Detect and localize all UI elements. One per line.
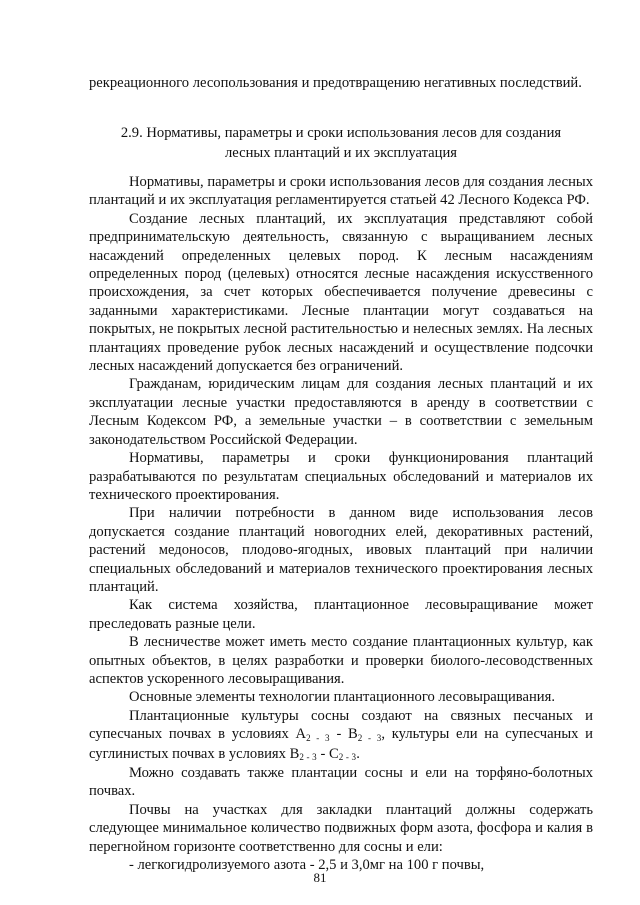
intro-paragraph: рекреационного лесопользования и предотвращению негативных последствий. [89, 75, 582, 91]
paragraph-forestry: В лесничестве может иметь место создание плантационных культур, как опытных объектов, в целях разработки и проверки биолого-лесоводственных аспектов ускоренного лесовыращивания. [89, 634, 593, 687]
paragraph-nutrients: Почвы на участках для закладки плантаций должны содержать следующее минимальное количество подвижных форм азота, фосфора и калия в перегнойном горизонте соответственно для сосны и ели: [89, 801, 593, 855]
paragraph-soils: Плантационные культуры сосны создают на связных песчаных и супесчаных почвах в условиях $А_{2 - 3} - В_{2 - 3}$, культуры ели на супесчаных и суглинистых почвах в условиях $В_{2 - 3} - С_{2 - 3}$. [89, 707, 593, 763]
document-body [89, 74, 593, 92]
subscript-b: 2 - 3 [357, 732, 382, 743]
paragraph-regulation: Нормативы, параметры и сроки использования лесов для создания лесных плантаций и их эксплуатация регламентируется статьей 42 Лесного Кодекса РФ. [89, 174, 593, 209]
section-heading-line-2: лесных плантаций и их эксплуатация [225, 145, 457, 161]
paragraph-creation: Создание лесных плантаций, их эксплуатация представляют собой предпринимательскую деятельность, связанную с выращиванием лесных насаждений определенных целевых пород. К лесным насаждениям определенных пород (целевых) относятся лесные насаждения искусственного происхождения, за счет которых обеспечивается получение древесины с заданными характеристиками. Лесные плантации могут создаваться на покрытых, не покрытых лесной растительностью и нелесных землях. На лесных плантациях проведение рубок лесных насаждений и осуществление подсочки лесных насаждений допускается без ограничений. [89, 210, 593, 375]
paragraph-norms: Нормативы, параметры и сроки функционирования плантаций разрабатываются по результатам специальных обследований и материалов их технического проектирования. [89, 450, 593, 503]
paragraph-technology: Основные элементы технологии плантационного лесовыращивания. [129, 689, 555, 706]
page-number: 81 [313, 870, 327, 885]
section-heading [89, 123, 593, 163]
paragraph-special-plantations: При наличии потребности в данном виде использования лесов допускается создание плантаций новогодних елей, декоративных растений, растений медоносов, плодово-ягодных, ивовых плантаций при наличии специальных обследований и материалов технического проектирования лесных плантаций. [89, 505, 593, 595]
section-heading-line-1: 2.9. Нормативы, параметры и сроки использования лесов для создания [120, 125, 562, 141]
subscript-a: 2 - 3 [306, 732, 330, 743]
main-text [89, 173, 593, 874]
subscript-b2: 2 - 3 [299, 752, 317, 763]
paragraph-peat: Можно создавать также плантации сосны и ели на торфяно-болотных почвах. [89, 765, 593, 800]
subscript-c: 2 - 3 [338, 752, 357, 763]
paragraph-lease: Гражданам, юридическим лицам для создания лесных плантаций и их эксплуатации лесные участки предоставляются в аренду в соответствии с Лесным Кодексом РФ, а земельные участки – в соответствии с земельным законодательством Российской Федерации. [89, 376, 593, 448]
list-item-nitrogen: - легкогидролизуемого азота - 2,5 и 3,0мг на 100 г почвы, [129, 857, 485, 874]
paragraph-system: Как система хозяйства, плантационное лесовыращивание может преследовать разные цели. [89, 597, 593, 632]
